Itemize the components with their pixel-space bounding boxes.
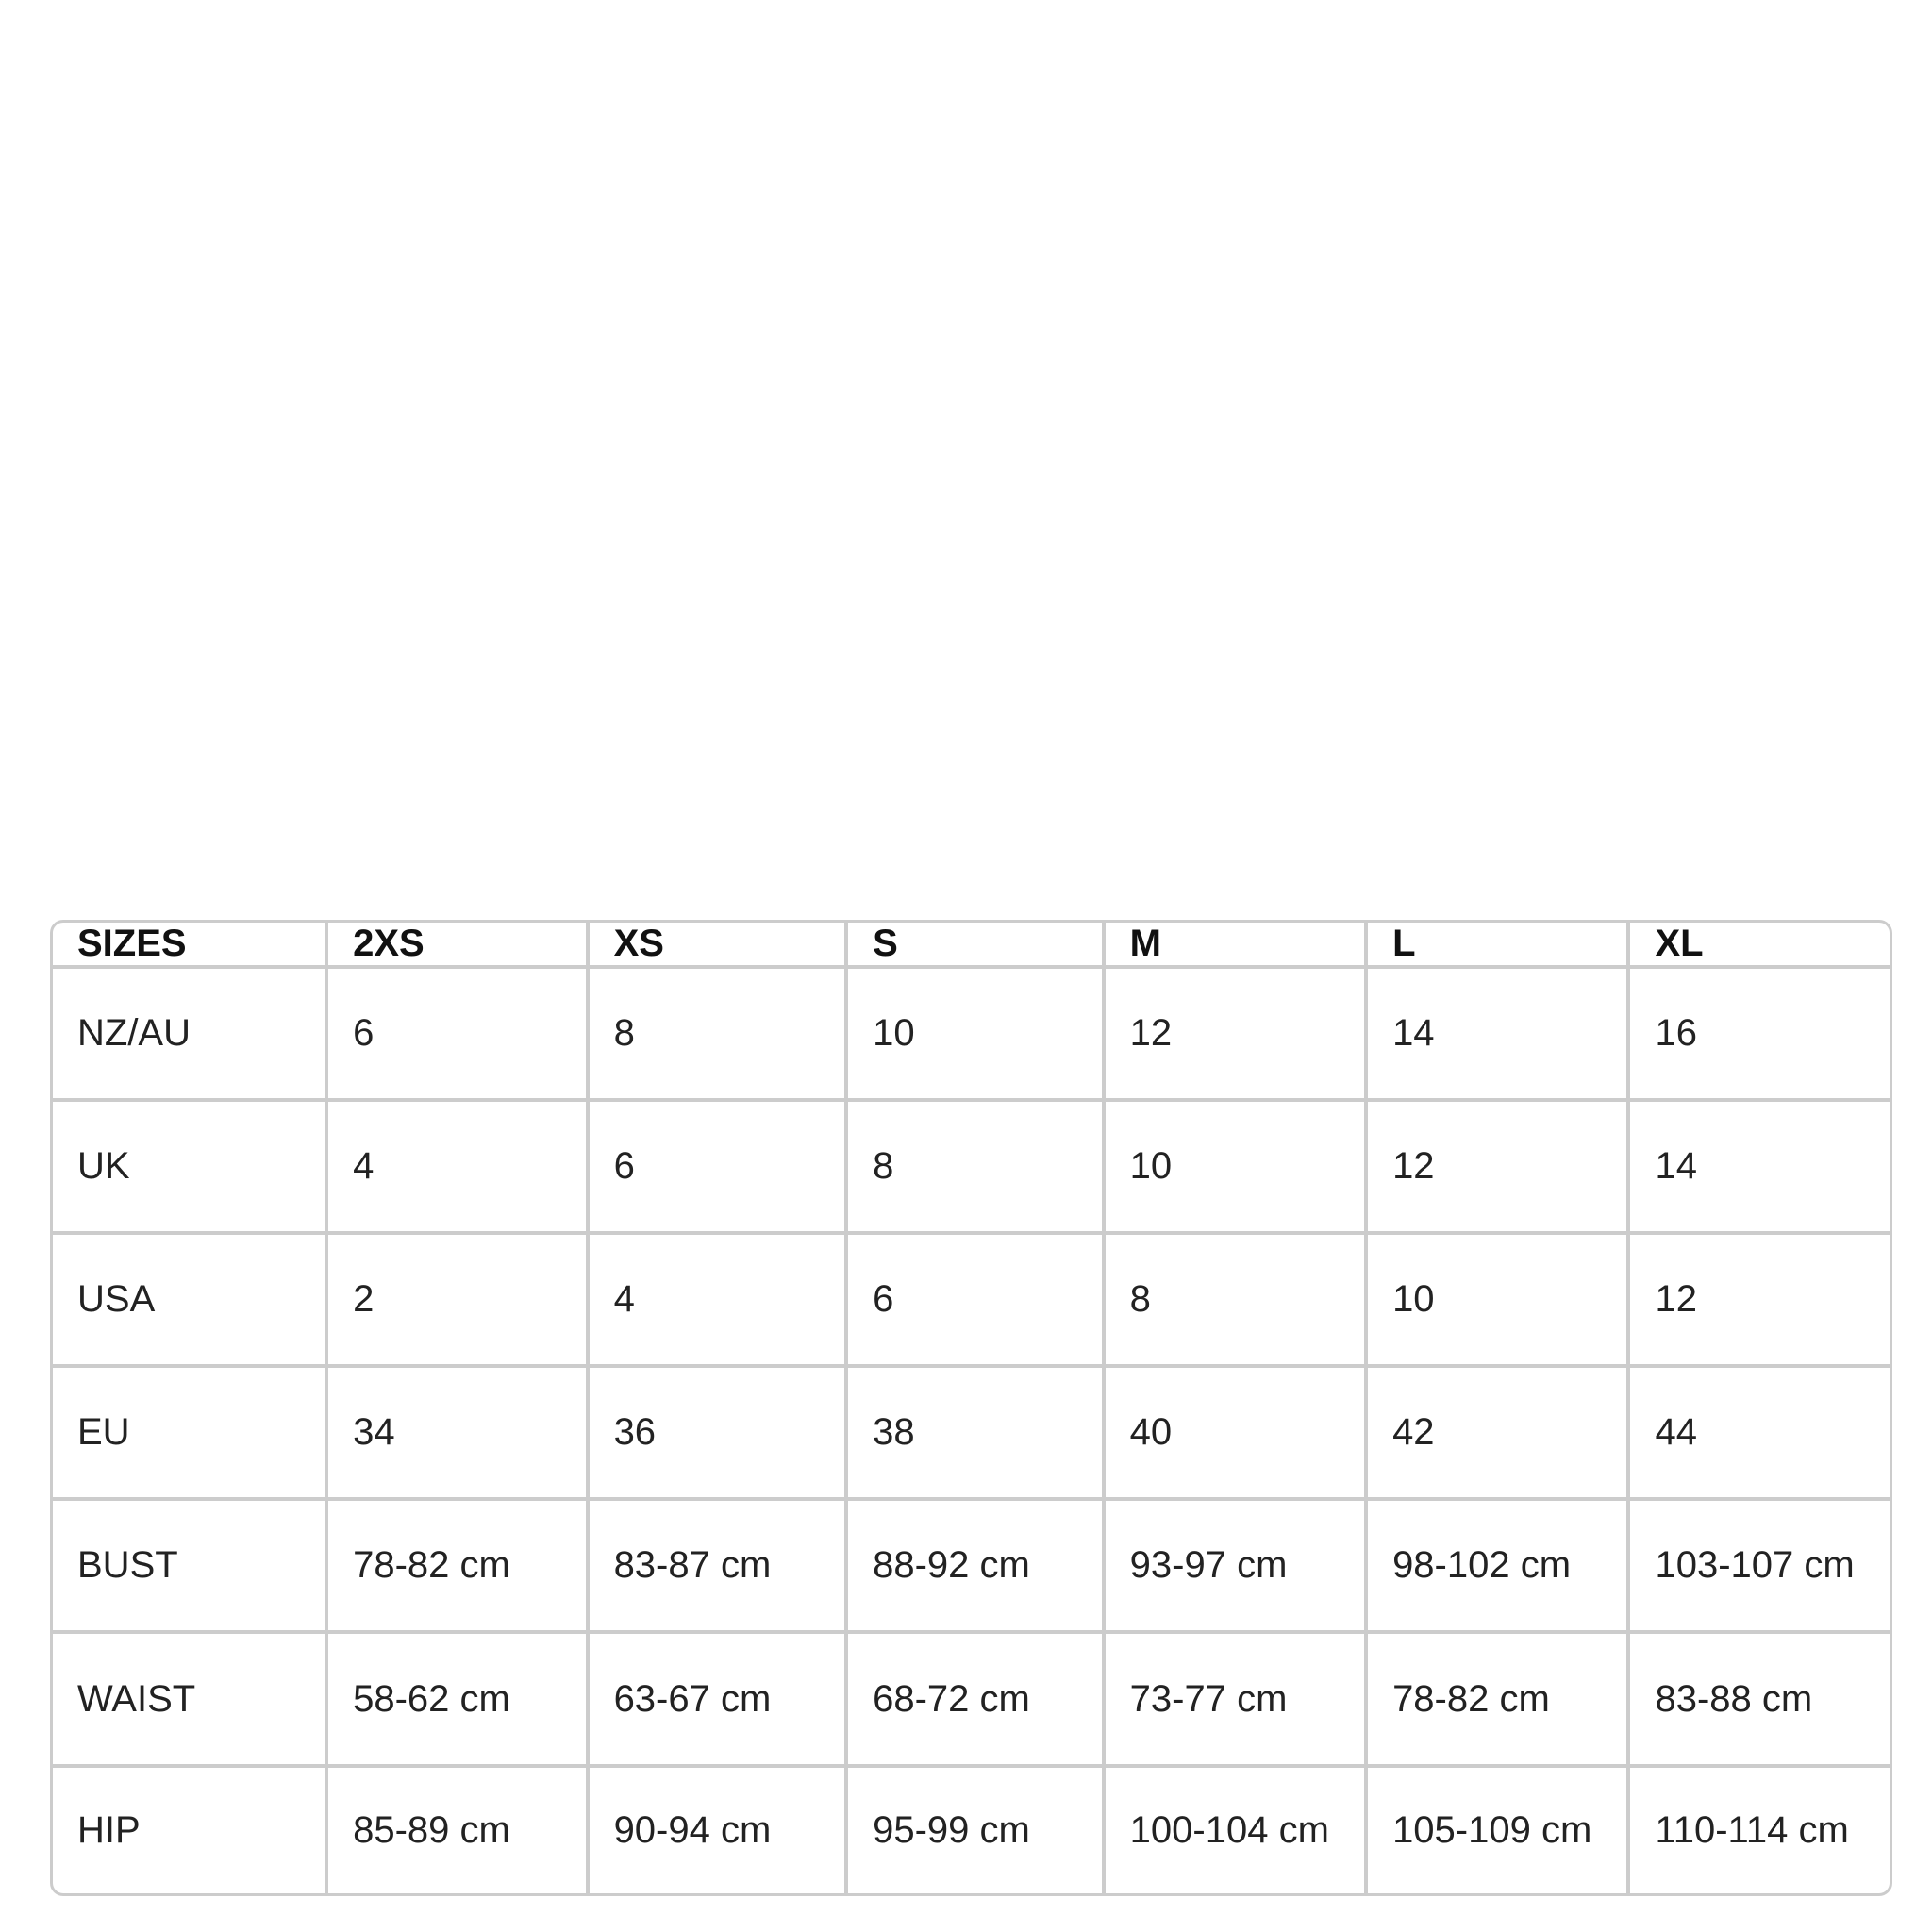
table-cell: 14 [1366, 967, 1628, 1100]
row-label: EU [53, 1366, 326, 1499]
table-cell: 6 [846, 1233, 1104, 1366]
table-cell: 90-94 cm [588, 1766, 847, 1893]
table-cell: 63-67 cm [588, 1632, 847, 1765]
row-label: WAIST [53, 1632, 326, 1765]
table-cell: 12 [1366, 1100, 1628, 1233]
table-cell: 8 [588, 967, 847, 1100]
header-cell-l: L [1366, 923, 1628, 967]
table-cell: 38 [846, 1366, 1104, 1499]
table-cell: 83-88 cm [1628, 1632, 1890, 1765]
table-cell: 110-114 cm [1655, 1808, 1849, 1851]
table-cell: 8 [846, 1100, 1104, 1233]
table-cell: 105-109 cm [1366, 1766, 1628, 1893]
table-cell: 6 [588, 1100, 847, 1233]
table-cell: 16 [1628, 967, 1890, 1100]
header-cell-m: M [1104, 923, 1366, 967]
table-cell: 14 [1628, 1100, 1890, 1233]
table-row-usa [53, 1233, 1890, 1366]
row-label: USA [53, 1233, 326, 1366]
table-row-hip [53, 1766, 1890, 1893]
table-cell: 85-89 cm [326, 1766, 587, 1893]
header-cell-2xs: 2XS [326, 923, 587, 967]
table-cell: 68-72 cm [846, 1632, 1104, 1765]
header-cell-xl: XL [1628, 923, 1890, 967]
table-cell: 83-87 cm [588, 1499, 847, 1632]
table-cell: 8 [1104, 1233, 1366, 1366]
header-cell-sizes: SIZES [53, 923, 326, 967]
table-cell: 36 [588, 1366, 847, 1499]
row-label: BUST [53, 1499, 326, 1632]
table-cell: 4 [326, 1100, 587, 1233]
table-cell: 100-104 cm [1104, 1766, 1366, 1893]
table-cell: 44 [1628, 1366, 1890, 1499]
table-cell: 58-62 cm [326, 1632, 587, 1765]
table-row-nz-au [53, 967, 1890, 1100]
table-cell: 40 [1104, 1366, 1366, 1499]
header-cell-s: S [846, 923, 1104, 967]
row-label: HIP [53, 1766, 326, 1893]
table-cell: 78-82 cm [1366, 1632, 1628, 1765]
table-cell: 12 [1628, 1233, 1890, 1366]
table-row-eu [53, 1366, 1890, 1499]
table-cell: 73-77 cm [1104, 1632, 1366, 1765]
table-cell: 78-82 cm [326, 1499, 587, 1632]
table-cell: 6 [326, 967, 587, 1100]
table-cell: 93-97 cm [1104, 1499, 1366, 1632]
table-cell: 88-92 cm [846, 1499, 1104, 1632]
table-cell: 103-107 cm [1628, 1499, 1890, 1632]
table-row-uk [53, 1100, 1890, 1233]
table-cell: 12 [1104, 967, 1366, 1100]
size-chart-table [53, 923, 1890, 1893]
row-label: UK [53, 1100, 326, 1233]
table-cell: 2 [326, 1233, 587, 1366]
table-cell: 10 [846, 967, 1104, 1100]
table-row-bust [53, 1499, 1890, 1632]
table-cell: 4 [588, 1233, 847, 1366]
table-cell: 42 [1366, 1366, 1628, 1499]
table-cell: 10 [1104, 1100, 1366, 1233]
header-cell-xs: XS [588, 923, 847, 967]
header-row [53, 923, 1890, 967]
table-cell: 98-102 cm [1366, 1499, 1628, 1632]
table-cell: 34 [326, 1366, 587, 1499]
table-cell: 95-99 cm [846, 1766, 1104, 1893]
size-chart [50, 920, 1892, 1896]
row-label: NZ/AU [53, 967, 326, 1100]
table-cell: 10 [1366, 1233, 1628, 1366]
table-row-waist [53, 1632, 1890, 1765]
